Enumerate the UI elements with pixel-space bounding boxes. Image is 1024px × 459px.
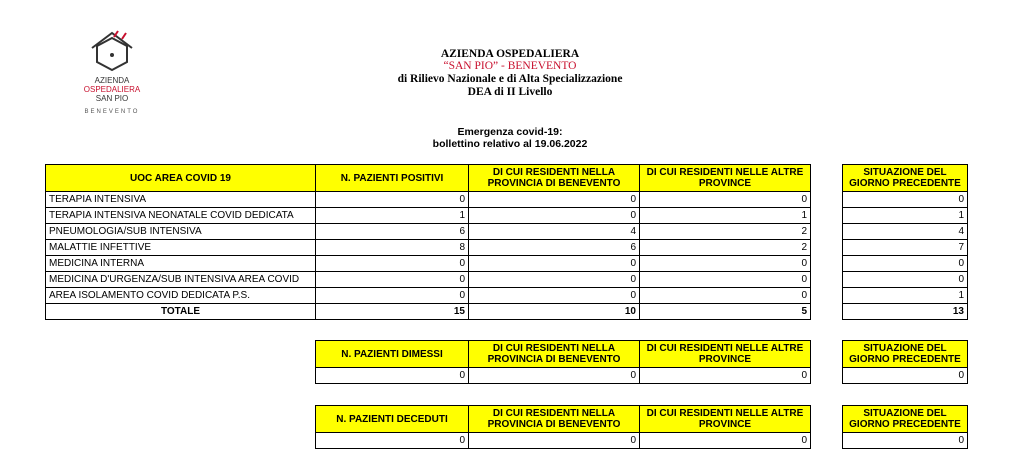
header-dea: DEA di II Livello bbox=[467, 86, 553, 98]
col-header-altre: DI CUI RESIDENTI NELLE ALTRE PROVINCE bbox=[640, 406, 811, 433]
table-row bbox=[46, 208, 811, 224]
prev-value: 1 bbox=[843, 208, 968, 224]
bulletin-date: bollettino relativo al 19.06.2022 bbox=[432, 138, 588, 150]
col-header-positivi: N. PAZIENTI POSITIVI bbox=[316, 165, 469, 192]
table-row bbox=[46, 272, 811, 288]
row-altre: 1 bbox=[640, 208, 811, 224]
row-positivi: 0 bbox=[316, 192, 469, 208]
row-benevento: 6 bbox=[469, 240, 640, 256]
row-name: TERAPIA INTENSIVA NEONATALE COVID DEDICATA bbox=[46, 208, 316, 224]
previous-day-table bbox=[842, 164, 968, 320]
row-benevento: 0 bbox=[469, 288, 640, 304]
deceduti-altre-value: 0 bbox=[640, 433, 811, 449]
prev-value: 4 bbox=[843, 224, 968, 240]
prev-value: 0 bbox=[843, 272, 968, 288]
col-header-benevento: DI CUI RESIDENTI NELLA PROVINCIA DI BENEVENTO bbox=[469, 341, 640, 368]
total-positivi: 15 bbox=[316, 304, 469, 320]
header-name: “SAN PIO” - BENEVENTO bbox=[443, 60, 577, 72]
prev-value: 7 bbox=[843, 240, 968, 256]
col-header-altre: DI CUI RESIDENTI NELLE ALTRE PROVINCE bbox=[640, 341, 811, 368]
hexagon-house-icon bbox=[84, 28, 140, 74]
row-name: PNEUMOLOGIA/SUB INTENSIVA bbox=[46, 224, 316, 240]
row-benevento: 4 bbox=[469, 224, 640, 240]
logo-text-azienda: AZIENDA bbox=[94, 76, 130, 85]
row-positivi: 1 bbox=[316, 208, 469, 224]
col-header-precedente: SITUAZIONE DEL GIORNO PRECEDENTE bbox=[843, 165, 968, 192]
row-positivi: 0 bbox=[316, 288, 469, 304]
col-header-deceduti: N. PAZIENTI DECEDUTI bbox=[316, 406, 469, 433]
prev-value: 0 bbox=[843, 192, 968, 208]
col-header-dimessi: N. PAZIENTI DIMESSI bbox=[316, 341, 469, 368]
col-header-altre: DI CUI RESIDENTI NELLE ALTRE PROVINCE bbox=[640, 165, 811, 192]
row-benevento: 0 bbox=[469, 192, 640, 208]
row-positivi: 0 bbox=[316, 256, 469, 272]
dimessi-previous-table bbox=[842, 340, 968, 384]
table-row bbox=[46, 240, 811, 256]
table-row bbox=[46, 224, 811, 240]
prev-value: 0 bbox=[843, 256, 968, 272]
deceduti-table bbox=[315, 405, 811, 449]
deceduti-benevento-value: 0 bbox=[469, 433, 640, 449]
hospital-logo bbox=[72, 28, 152, 118]
row-altre: 2 bbox=[640, 240, 811, 256]
col-header-benevento: DI CUI RESIDENTI NELLA PROVINCIA DI BENEVENTO bbox=[469, 406, 640, 433]
logo-text-sanpio: SAN PIO bbox=[95, 94, 129, 103]
row-positivi: 0 bbox=[316, 272, 469, 288]
header-rilievo: di Rilievo Nazionale e di Alta Specializzazione bbox=[397, 73, 623, 85]
row-name: MEDICINA INTERNA bbox=[46, 256, 316, 272]
dimessi-benevento-value: 0 bbox=[469, 368, 640, 384]
col-header-benevento: DI CUI RESIDENTI NELLA PROVINCIA DI BENEVENTO bbox=[469, 165, 640, 192]
row-altre: 2 bbox=[640, 224, 811, 240]
dimessi-altre-value: 0 bbox=[640, 368, 811, 384]
row-name: AREA ISOLAMENTO COVID DEDICATA P.S. bbox=[46, 288, 316, 304]
prev-total: 13 bbox=[843, 304, 968, 320]
col-header-precedente: SITUAZIONE DEL GIORNO PRECEDENTE bbox=[843, 406, 968, 433]
row-altre: 0 bbox=[640, 256, 811, 272]
logo-text-ospedaliera: OSPEDALIERA bbox=[83, 85, 141, 94]
total-benevento: 10 bbox=[469, 304, 640, 320]
bulletin-title: Emergenza covid-19: bbox=[457, 126, 563, 138]
row-altre: 0 bbox=[640, 272, 811, 288]
dimessi-value: 0 bbox=[316, 368, 469, 384]
total-label: TOTALE bbox=[46, 304, 316, 320]
table-row bbox=[46, 192, 811, 208]
prev-value: 1 bbox=[843, 288, 968, 304]
header-org: AZIENDA OSPEDALIERA bbox=[440, 48, 580, 60]
row-name: TERAPIA INTENSIVA bbox=[46, 192, 316, 208]
row-name: MALATTIE INFETTIVE bbox=[46, 240, 316, 256]
dimessi-prev-value: 0 bbox=[843, 368, 968, 384]
row-altre: 0 bbox=[640, 192, 811, 208]
logo-text-benevento: BENEVENTO bbox=[84, 109, 140, 115]
table-row bbox=[46, 256, 811, 272]
row-name: MEDICINA D'URGENZA/SUB INTENSIVA AREA COVID bbox=[46, 272, 316, 288]
main-covid-table bbox=[45, 164, 811, 320]
deceduti-previous-table bbox=[842, 405, 968, 449]
row-positivi: 8 bbox=[316, 240, 469, 256]
col-header-precedente: SITUAZIONE DEL GIORNO PRECEDENTE bbox=[843, 341, 968, 368]
table-total-row bbox=[46, 304, 811, 320]
deceduti-value: 0 bbox=[316, 433, 469, 449]
row-benevento: 0 bbox=[469, 208, 640, 224]
row-positivi: 6 bbox=[316, 224, 469, 240]
total-altre: 5 bbox=[640, 304, 811, 320]
col-header-uoc: UOC AREA COVID 19 bbox=[46, 165, 316, 192]
row-benevento: 0 bbox=[469, 272, 640, 288]
row-benevento: 0 bbox=[469, 256, 640, 272]
row-altre: 0 bbox=[640, 288, 811, 304]
table-row bbox=[46, 288, 811, 304]
dimessi-table bbox=[315, 340, 811, 384]
table-header-row bbox=[46, 165, 811, 192]
deceduti-prev-value: 0 bbox=[843, 433, 968, 449]
